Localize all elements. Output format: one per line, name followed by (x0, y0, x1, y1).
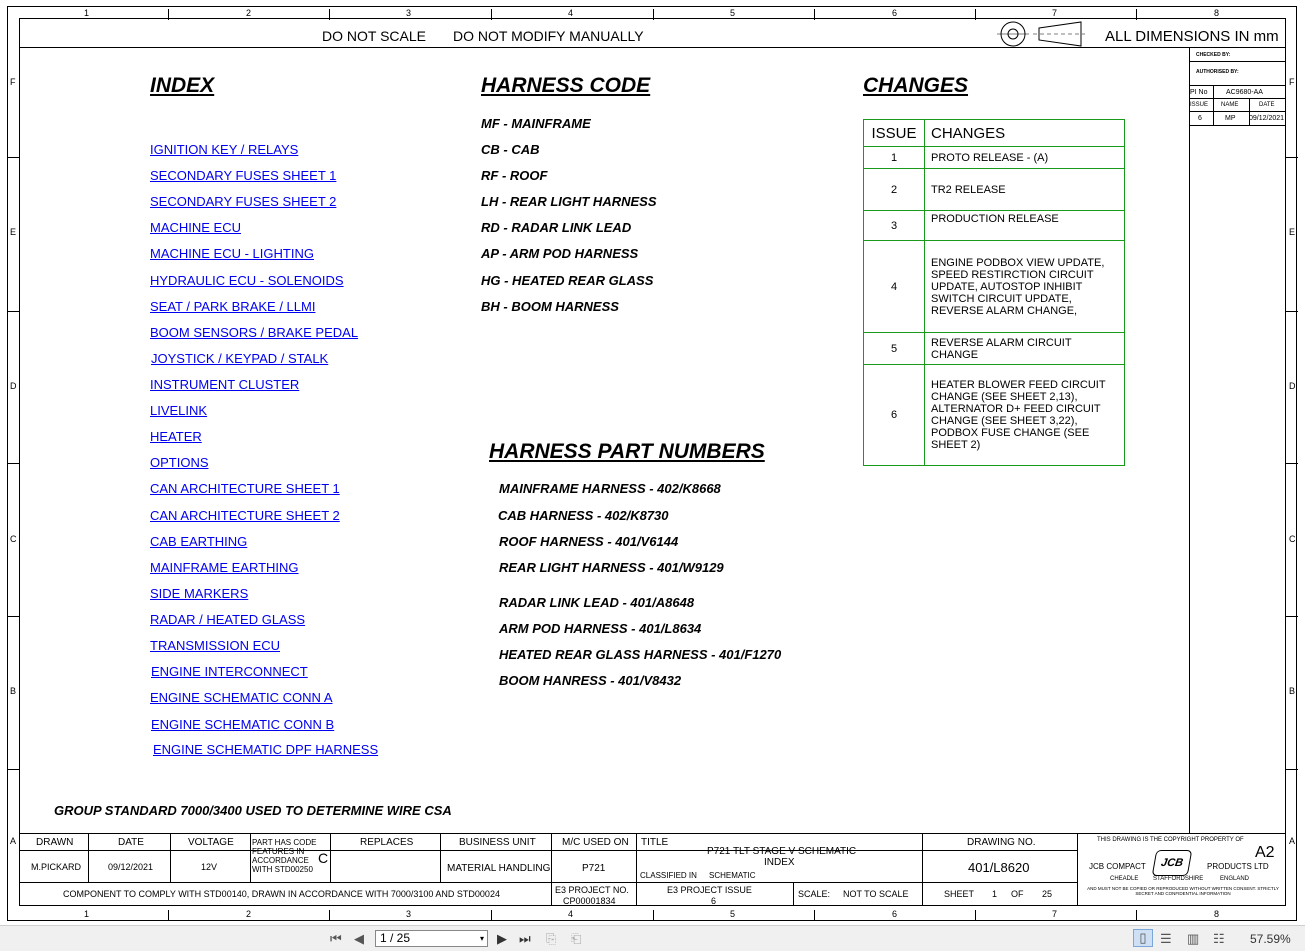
go-forward-view-icon[interactable]: ⎗ (571, 931, 582, 946)
part-code-text: PART HAS CODE FEATURES IN ACCORDANCE WITH STD00250 (252, 838, 317, 874)
grid-tick (1286, 616, 1298, 617)
drawing-no-label: DRAWING NO. (967, 837, 1036, 848)
location-1: CHEADLE (1110, 876, 1139, 882)
harness-part-number-item: REAR LIGHT HARNESS - 401/W9129 (499, 560, 724, 575)
changes-table (863, 119, 1125, 466)
e3-project-value: CP00001834 (563, 896, 616, 906)
change-issue: 1 (864, 147, 925, 169)
location-2: STAFFORDSHIRE (1153, 876, 1204, 882)
harness-code-item: BH - BOOM HARNESS (481, 299, 619, 314)
go-back-view-icon[interactable]: ⎘ (546, 931, 557, 946)
changes-row (864, 241, 1125, 333)
grid-tick (1136, 910, 1137, 921)
title-block-line (1077, 833, 1078, 906)
index-link[interactable]: JOYSTICK / KEYPAD / STALK (151, 351, 329, 366)
scale-label: SCALE: (798, 889, 831, 899)
single-page-view-icon[interactable]: ▯ (1133, 929, 1153, 947)
grid-tick (1286, 769, 1298, 770)
index-link[interactable]: MAINFRAME EARTHING (150, 560, 299, 575)
next-page-icon[interactable]: ▶ (497, 931, 507, 946)
group-standard-note: GROUP STANDARD 7000/3400 USED TO DETERMINE WIRE CSA (54, 803, 452, 818)
projection-symbol-icon (997, 20, 1087, 48)
top-column-7: 7 (1052, 8, 1058, 18)
replaces-label: REPLACES (360, 837, 414, 848)
date-label: DATE (118, 837, 144, 848)
harness-part-number-item: RADAR LINK LEAD - 401/A8648 (499, 595, 695, 610)
change-description: REVERSE ALARM CIRCUIT CHANGE (925, 333, 1125, 365)
bottom-column-3: 3 (406, 909, 412, 919)
left-row-F: F (10, 77, 16, 87)
business-unit-label: BUSINESS UNIT (459, 837, 536, 848)
change-description: PROTO RELEASE - (A) (925, 147, 1125, 169)
index-link[interactable]: TRANSMISSION ECU (150, 638, 281, 653)
top-column-6: 6 (892, 8, 898, 18)
change-issue: 6 (864, 365, 925, 466)
bottom-column-5: 5 (730, 909, 736, 919)
changes-header-row (864, 120, 1125, 147)
left-row-E: E (10, 227, 17, 237)
mc-used-on-label: M/C USED ON (562, 837, 629, 848)
harness-part-numbers-title: HARNESS PART NUMBERS (489, 440, 765, 463)
harness-code-item: CB - CAB (481, 142, 540, 157)
name-label: NAME (1221, 102, 1239, 108)
index-link[interactable]: MACHINE ECU - LIGHTING (150, 246, 314, 261)
index-link[interactable]: BOOM SENSORS / BRAKE PEDAL (150, 325, 359, 340)
voltage-value: 12V (201, 862, 218, 872)
harness-code-item: RD - RADAR LINK LEAD (481, 220, 632, 235)
page-dropdown-icon[interactable]: ▾ (479, 934, 484, 943)
index-link[interactable]: OPTIONS (150, 455, 209, 470)
scale-value: NOT TO SCALE (843, 889, 909, 899)
index-link[interactable]: ENGINE INTERCONNECT (151, 664, 308, 679)
title-label: TITLE (641, 837, 669, 848)
revision-line (1189, 61, 1285, 62)
grid-tick (975, 910, 976, 921)
continuous-view-icon[interactable]: ☰ (1160, 931, 1172, 946)
drawn-value: M.PICKARD (31, 862, 82, 872)
part-code-value: C (318, 850, 329, 866)
grid-tick (7, 463, 19, 464)
revision-line (1189, 98, 1285, 99)
index-link[interactable]: MACHINE ECU (150, 220, 242, 235)
sheet-label: SHEET (944, 889, 975, 899)
issue-label: ISSUE (1190, 102, 1209, 108)
header-divider (20, 47, 1285, 48)
right-row-F: F (1289, 77, 1295, 87)
changes-title: CHANGES (863, 74, 969, 97)
grid-tick (975, 9, 976, 20)
grid-tick (329, 9, 330, 20)
index-link[interactable]: CAN ARCHITECTURE SHEET 2 (150, 508, 340, 523)
bottom-column-1: 1 (84, 909, 90, 919)
grid-tick (814, 9, 815, 20)
title-block-line (250, 833, 251, 882)
continuous-facing-view-icon[interactable]: ☷ (1213, 931, 1225, 946)
grid-tick (653, 9, 654, 20)
title-block-line (440, 833, 441, 882)
bottom-column-6: 6 (892, 909, 898, 919)
last-page-icon[interactable]: ⏭ (519, 931, 531, 946)
bottom-column-8: 8 (1214, 909, 1220, 919)
sheet-size: A2 (1255, 844, 1275, 861)
do-not-modify-label: DO NOT MODIFY MANUALLY (453, 28, 644, 44)
grid-tick (814, 910, 815, 921)
changes-row (864, 333, 1125, 365)
jcb-logo: JCB (1152, 850, 1193, 876)
grid-tick (7, 157, 19, 158)
index-link[interactable]: CAN ARCHITECTURE SHEET 1 (150, 481, 340, 496)
name-value: MP (1225, 115, 1236, 122)
mc-used-on-value: P721 (582, 863, 606, 874)
grid-tick (1136, 9, 1137, 20)
harness-code-item: LH - REAR LIGHT HARNESS (481, 194, 657, 209)
change-issue: 5 (864, 333, 925, 365)
location-3: ENGLAND (1220, 876, 1250, 882)
issue-column-header: ISSUE (864, 120, 925, 147)
harness-part-number-item: ROOF HARNESS - 401/V6144 (499, 534, 679, 549)
harness-code-item: RF - ROOF (481, 168, 548, 183)
grid-tick (1286, 157, 1298, 158)
pi-no-value: AC9680-AA (1226, 89, 1263, 96)
pi-no-label: PI No (1190, 89, 1208, 96)
title-block-line (88, 833, 89, 882)
viewer-toolbar (0, 925, 1305, 951)
index-link[interactable]: SIDE MARKERS (150, 586, 249, 601)
change-description: HEATER BLOWER FEED CIRCUIT CHANGE (SEE SHEET 2,13), ALTERNATOR D+ FEED CIRCUIT CHANGE (SEE SHEET 3,22), PODBOX FUSE CHANGE (SEE SHEET 2) (925, 365, 1125, 466)
e3-issue-label: E3 PROJECT ISSUE (667, 885, 752, 895)
changes-row (864, 169, 1125, 211)
index-link[interactable]: SEAT / PARK BRAKE / LLMI (150, 299, 316, 314)
facing-view-icon[interactable]: ▥ (1187, 931, 1200, 946)
harness-code-item: MF - MAINFRAME (481, 116, 591, 131)
drawing-title-line1: P721 TLT STAGE V SCHEMATIC (707, 846, 857, 857)
index-link[interactable]: CAB EARTHING (150, 534, 248, 549)
right-row-E: E (1289, 227, 1296, 237)
classified-label: CLASSIFIED IN (640, 871, 697, 880)
index-link[interactable]: ENGINE SCHEMATIC DPF HARNESS (153, 742, 379, 757)
title-block-line (20, 850, 1078, 851)
top-column-4: 4 (568, 8, 574, 18)
change-issue: 4 (864, 241, 925, 333)
title-block-line (330, 833, 331, 882)
change-issue: 2 (864, 169, 925, 211)
previous-page-icon[interactable]: ◀ (354, 931, 364, 946)
title-block-line (170, 833, 171, 882)
business-unit-value: MATERIAL HANDLING (447, 863, 551, 874)
grid-tick (1286, 463, 1298, 464)
date-label: DATE (1259, 102, 1275, 108)
harness-part-number-item: ARM POD HARNESS - 401/L8634 (499, 621, 702, 636)
top-column-2: 2 (246, 8, 252, 18)
change-description: PRODUCTION RELEASE (925, 211, 1125, 241)
revision-line (1213, 85, 1214, 125)
date-value: 09/12/2021 (108, 862, 154, 872)
right-row-B: B (1289, 686, 1296, 696)
drawn-label: DRAWN (36, 837, 74, 848)
revision-line (1189, 125, 1285, 126)
index-link[interactable]: IGNITION KEY / RELAYS (150, 142, 299, 157)
bottom-column-7: 7 (1052, 909, 1058, 919)
index-link[interactable]: SECONDARY FUSES SHEET 2 (150, 194, 337, 209)
classified-value: SCHEMATIC (709, 871, 756, 880)
drawing-title-line2: INDEX (764, 857, 795, 868)
of-label: OF (1011, 889, 1024, 899)
harness-code-title: HARNESS CODE (481, 74, 651, 97)
company-left: JCB COMPACT (1089, 862, 1146, 871)
grid-tick (168, 9, 169, 20)
left-row-B: B (10, 686, 17, 696)
changes-row (864, 211, 1125, 241)
e3-project-label: E3 PROJECT NO. (555, 885, 629, 895)
index-link[interactable]: HYDRAULIC ECU - SOLENOIDS (150, 273, 344, 288)
drawing-no-value: 401/L8620 (968, 860, 1030, 875)
component-note: COMPONENT TO COMPLY WITH STD00140, DRAWN IN ACCORDANCE WITH 7000/3100 AND STD00024 (63, 889, 500, 899)
revision-line (1189, 111, 1285, 112)
harness-code-item: AP - ARM POD HARNESS (481, 246, 639, 261)
left-row-D: D (10, 381, 17, 391)
harness-part-number-item: MAINFRAME HARNESS - 402/K8668 (499, 481, 721, 496)
title-block-line (922, 833, 923, 906)
grid-tick (168, 910, 169, 921)
checked-by-label: CHECKED BY: (1196, 52, 1231, 58)
right-row-C: C (1289, 534, 1296, 544)
e3-issue-value: 6 (711, 896, 717, 906)
index-link[interactable]: RADAR / HEATED GLASS (150, 612, 306, 627)
grid-tick (329, 910, 330, 921)
index-link[interactable]: SECONDARY FUSES SHEET 1 (150, 168, 337, 183)
left-row-C: C (10, 534, 17, 544)
first-page-icon[interactable]: ⏮ (330, 931, 342, 946)
page-number-input[interactable] (375, 930, 488, 947)
left-row-A: A (10, 836, 17, 846)
sheet-value: 1 (992, 889, 998, 899)
grid-tick (653, 910, 654, 921)
title-block-line (551, 833, 552, 906)
page-number-text: 1 / 25 (380, 931, 411, 945)
changes-column-header: CHANGES (925, 120, 1125, 147)
voltage-label: VOLTAGE (188, 837, 234, 848)
title-block-line (636, 833, 637, 906)
bottom-column-4: 4 (568, 909, 574, 919)
grid-tick (7, 616, 19, 617)
change-description: TR2 RELEASE (925, 169, 1125, 211)
index-link[interactable]: LIVELINK (150, 403, 208, 418)
copyright-bottom: AND MUST NOT BE COPIED OR REPRODUCED WITHOUT WRITTEN CONSENT. STRICTLY SECRET AND CONFIDENTIAL INFORMATION (1087, 886, 1279, 896)
grid-tick (7, 769, 19, 770)
date-value: 09/12/2021 (1249, 115, 1285, 122)
index-link[interactable]: ENGINE SCHEMATIC CONN B (151, 717, 335, 732)
copyright-top: THIS DRAWING IS THE COPYRIGHT PROPERTY OF (1097, 837, 1244, 843)
index-link[interactable]: INSTRUMENT CLUSTER (150, 377, 300, 392)
grid-tick (7, 311, 19, 312)
company-right: PRODUCTS LTD (1207, 862, 1269, 871)
right-row-A: A (1289, 836, 1296, 846)
change-issue: 3 (864, 211, 925, 241)
harness-part-number-item: HEATED REAR GLASS HARNESS - 401/F1270 (499, 647, 782, 662)
issue-value: 6 (1198, 115, 1202, 122)
zoom-level[interactable]: 57.59% (1250, 932, 1291, 946)
sheets-total: 25 (1042, 889, 1053, 899)
harness-part-number-item: BOOM HANRESS - 401/V8432 (499, 673, 682, 688)
harness-code-item: HG - HEATED REAR GLASS (481, 273, 654, 288)
changes-row (864, 365, 1125, 466)
title-block-line (20, 882, 1078, 883)
top-column-5: 5 (730, 8, 736, 18)
title-block-line (793, 882, 794, 906)
index-title: INDEX (150, 74, 215, 97)
grid-tick (491, 9, 492, 20)
right-row-D: D (1289, 381, 1296, 391)
revision-block-border (1189, 47, 1190, 833)
top-column-1: 1 (84, 8, 90, 18)
grid-tick (491, 910, 492, 921)
do-not-scale-label: DO NOT SCALE (322, 28, 426, 44)
index-link[interactable]: ENGINE SCHEMATIC CONN A (150, 690, 333, 705)
changes-row (864, 147, 1125, 169)
change-description: ENGINE PODBOX VIEW UPDATE, SPEED RESTIRCTION CIRCUIT UPDATE, AUTOSTOP INHIBIT SWITCH CIRCUIT UPDATE, REVERSE ALARM CHANGE, (925, 241, 1125, 333)
revision-line (1189, 85, 1285, 86)
dimensions-label: ALL DIMENSIONS IN mm (1105, 28, 1279, 45)
index-link[interactable]: HEATER (150, 429, 202, 444)
grid-tick (1286, 311, 1298, 312)
authorised-by-label: AUTHORISED BY: (1196, 69, 1239, 75)
title-block-top (20, 833, 1285, 834)
harness-part-number-item: CAB HARNESS - 402/K8730 (498, 508, 669, 523)
bottom-column-2: 2 (246, 909, 252, 919)
top-column-3: 3 (406, 8, 412, 18)
top-column-8: 8 (1214, 8, 1220, 18)
